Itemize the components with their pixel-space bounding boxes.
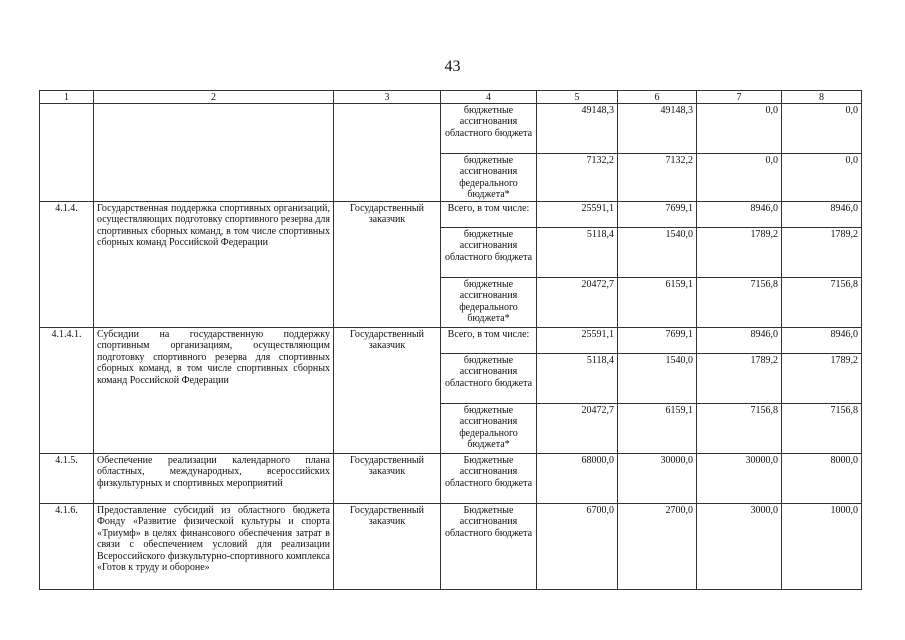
value-cell-5: 7132,2 xyxy=(537,154,618,202)
value-cell-8: 1789,2 xyxy=(782,354,862,404)
source-cell: Бюджетные ассигнования областного бюджета xyxy=(441,454,537,504)
value-cell-7: 0,0 xyxy=(697,104,782,154)
value-cell-8: 8946,0 xyxy=(782,328,862,354)
table-row xyxy=(40,104,862,154)
table-row xyxy=(40,504,862,590)
value-cell-8: 1000,0 xyxy=(782,504,862,590)
value-cell-6: 2700,0 xyxy=(618,504,697,590)
value-cell-7: 3000,0 xyxy=(697,504,782,590)
header-cell: 7 xyxy=(697,91,782,104)
executor-cell: Государственный заказчик xyxy=(334,328,441,454)
value-cell-7: 8946,0 xyxy=(697,202,782,228)
value-cell-5: 49148,3 xyxy=(537,104,618,154)
value-cell-5: 20472,7 xyxy=(537,404,618,454)
item-number-cell xyxy=(40,104,94,202)
source-cell: бюджетные ассигнования областного бюджета xyxy=(441,354,537,404)
source-cell: бюджетные ассигнования областного бюджета xyxy=(441,104,537,154)
value-cell-6: 1540,0 xyxy=(618,354,697,404)
value-cell-6: 6159,1 xyxy=(618,404,697,454)
header-cell: 4 xyxy=(441,91,537,104)
budget-table xyxy=(39,90,862,590)
value-cell-8: 8000,0 xyxy=(782,454,862,504)
source-cell: бюджетные ассигнования федерального бюджета* xyxy=(441,404,537,454)
value-cell-8: 1789,2 xyxy=(782,228,862,278)
value-cell-5: 25591,1 xyxy=(537,328,618,354)
item-number-cell: 4.1.6. xyxy=(40,504,94,590)
source-cell: бюджетные ассигнования федерального бюджета* xyxy=(441,278,537,328)
value-cell-5: 68000,0 xyxy=(537,454,618,504)
value-cell-7: 0,0 xyxy=(697,154,782,202)
table-row xyxy=(40,454,862,504)
value-cell-6: 49148,3 xyxy=(618,104,697,154)
value-cell-7: 1789,2 xyxy=(697,354,782,404)
header-cell: 2 xyxy=(94,91,334,104)
source-cell: бюджетные ассигнования областного бюджета xyxy=(441,228,537,278)
value-cell-8: 7156,8 xyxy=(782,278,862,328)
source-cell: Бюджетные ассигнования областного бюджета xyxy=(441,504,537,590)
executor-cell: Государственный заказчик xyxy=(334,504,441,590)
executor-cell: Государственный заказчик xyxy=(334,454,441,504)
executor-cell: Государственный заказчик xyxy=(334,202,441,328)
header-cell: 3 xyxy=(334,91,441,104)
item-number-cell: 4.1.4. xyxy=(40,202,94,328)
value-cell-6: 6159,1 xyxy=(618,278,697,328)
header-row xyxy=(40,91,862,104)
value-cell-7: 1789,2 xyxy=(697,228,782,278)
value-cell-5: 5118,4 xyxy=(537,354,618,404)
item-name-cell: Обеспечение реализации календарного плана областных, международных, всероссийских физкультурных и спортивных мероприятий xyxy=(94,454,334,504)
table-row xyxy=(40,202,862,228)
value-cell-8: 7156,8 xyxy=(782,404,862,454)
value-cell-5: 20472,7 xyxy=(537,278,618,328)
header-cell: 8 xyxy=(782,91,862,104)
value-cell-6: 30000,0 xyxy=(618,454,697,504)
source-cell: бюджетные ассигнования федерального бюджета* xyxy=(441,154,537,202)
header-cell: 5 xyxy=(537,91,618,104)
item-name-cell: Предоставление субсидий из областного бюджета Фонду «Развитие физической культуры и спорта «Триумф» в целях финансового обеспечения затрат в связи с обеспечением условий для реализации Всероссийского физкультурно-спортивного комплекса «Готов к труду и обороне» xyxy=(94,504,334,590)
value-cell-6: 7699,1 xyxy=(618,328,697,354)
value-cell-5: 5118,4 xyxy=(537,228,618,278)
value-cell-8: 8946,0 xyxy=(782,202,862,228)
value-cell-6: 1540,0 xyxy=(618,228,697,278)
value-cell-8: 0,0 xyxy=(782,154,862,202)
item-name-cell: Субсидии на государственную поддержку спортивным организациям, осуществляющим подготовку спортивного резерва для спортивных сборных команд, в том числе спортивных сборных команд Российской Федерации xyxy=(94,328,334,454)
item-number-cell: 4.1.5. xyxy=(40,454,94,504)
item-name-cell: Государственная поддержка спортивных организаций, осуществляющих подготовку спортивного резерва для спортивных сборных команд, в том числе спортивных сборных команд Российской Федерации xyxy=(94,202,334,328)
item-name-cell xyxy=(94,104,334,202)
header-cell: 1 xyxy=(40,91,94,104)
source-cell: Всего, в том числе: xyxy=(441,202,537,228)
value-cell-7: 30000,0 xyxy=(697,454,782,504)
value-cell-5: 25591,1 xyxy=(537,202,618,228)
value-cell-5: 6700,0 xyxy=(537,504,618,590)
header-cell: 6 xyxy=(618,91,697,104)
value-cell-6: 7132,2 xyxy=(618,154,697,202)
source-cell: Всего, в том числе: xyxy=(441,328,537,354)
item-number-cell: 4.1.4.1. xyxy=(40,328,94,454)
executor-cell xyxy=(334,104,441,202)
value-cell-8: 0,0 xyxy=(782,104,862,154)
value-cell-7: 8946,0 xyxy=(697,328,782,354)
value-cell-7: 7156,8 xyxy=(697,404,782,454)
value-cell-7: 7156,8 xyxy=(697,278,782,328)
table-row xyxy=(40,328,862,354)
page-number: 43 xyxy=(444,58,461,75)
value-cell-6: 7699,1 xyxy=(618,202,697,228)
